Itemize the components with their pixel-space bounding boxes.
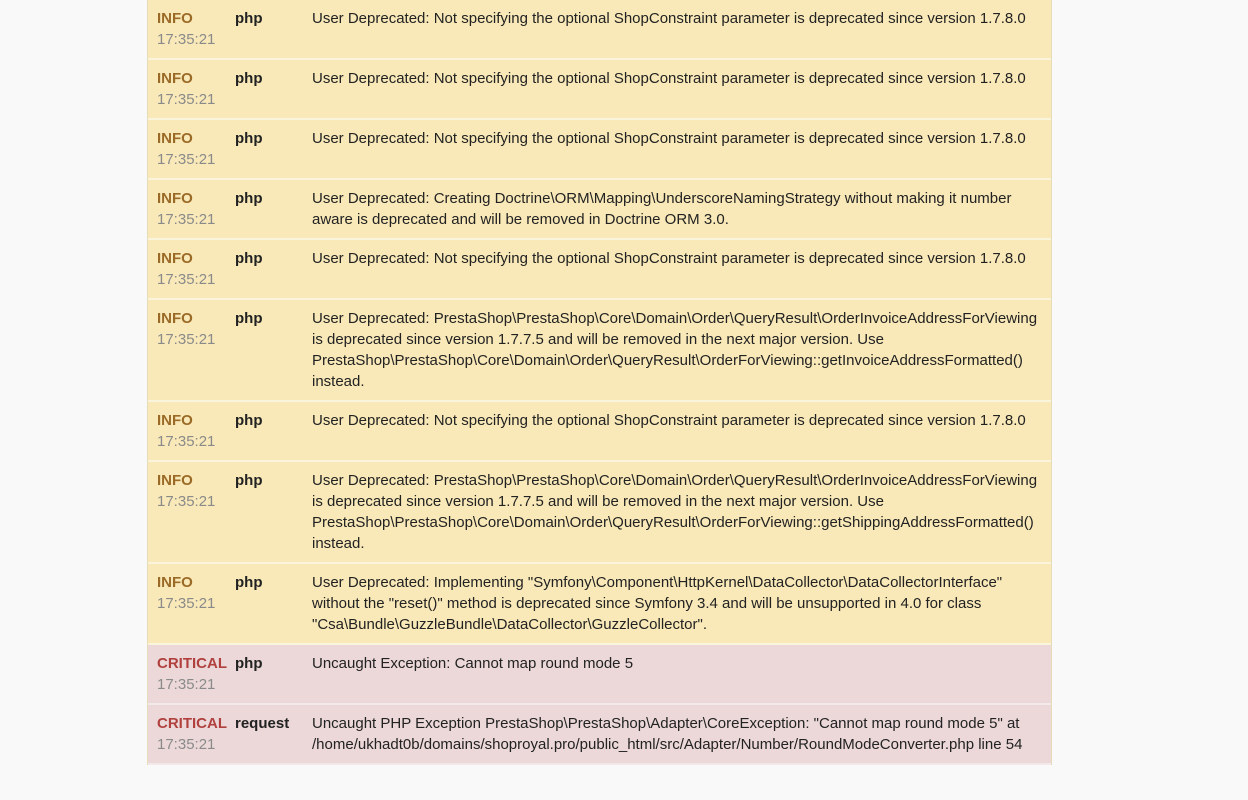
- log-channel: php: [235, 655, 263, 672]
- log-row: [148, 60, 1051, 120]
- log-level-cell: [148, 308, 235, 350]
- log-table: [147, 0, 1052, 765]
- log-message: Uncaught Exception: Cannot map round mode 5: [312, 655, 634, 672]
- log-level-cell: [148, 188, 235, 230]
- log-message: User Deprecated: Not specifying the optional ShopConstraint parameter is deprecated since version 1.7.8.0: [312, 10, 1026, 27]
- log-message: User Deprecated: Not specifying the optional ShopConstraint parameter is deprecated since version 1.7.8.0: [312, 250, 1026, 267]
- log-level-cell: [148, 8, 235, 50]
- log-row: [148, 0, 1051, 60]
- log-level: INFO: [157, 574, 193, 591]
- log-level-cell: [148, 572, 235, 614]
- log-row: [148, 705, 1051, 765]
- log-level: INFO: [157, 10, 193, 27]
- log-message: Uncaught PHP Exception PrestaShop\PrestaShop\Adapter\CoreException: "Cannot map round mode 5" at /home/ukhadt0b/domains/shoproyal.pro/public_html/src/Adapter/Number/RoundModeConverter.php line 54: [312, 715, 1023, 753]
- log-level-cell: [148, 410, 235, 452]
- log-channel: php: [235, 190, 263, 207]
- log-row: [148, 645, 1051, 705]
- log-channel: php: [235, 472, 263, 489]
- log-channel: php: [235, 310, 263, 327]
- log-time: 17:35:21: [157, 595, 216, 612]
- log-row: [148, 180, 1051, 240]
- log-row: [148, 462, 1051, 564]
- log-message: User Deprecated: Implementing "Symfony\Component\HttpKernel\DataCollector\DataCollectorInterface" without the "reset()" method is deprecated since Symfony 3.4 and will be unsupported in 4.0 for class "Csa\Bundle\GuzzleBundle\DataCollector\GuzzleCollector".: [312, 574, 1003, 633]
- log-row: [148, 564, 1051, 645]
- log-channel: php: [235, 70, 263, 87]
- log-level-cell: [148, 128, 235, 170]
- log-message: User Deprecated: PrestaShop\PrestaShop\Core\Domain\Order\QueryResult\OrderInvoiceAddressForViewing is deprecated since version 1.7.7.5 and will be removed in the next major version. Use PrestaShop\PrestaShop\Core\Domain\Order\QueryResult\OrderForViewing::getShippingAddressFormatted() instead.: [312, 472, 1038, 552]
- log-time: 17:35:21: [157, 271, 216, 288]
- log-level: INFO: [157, 412, 193, 429]
- log-level-cell: [148, 713, 235, 755]
- log-channel: php: [235, 412, 263, 429]
- log-time: 17:35:21: [157, 211, 216, 228]
- log-time: 17:35:21: [157, 433, 216, 450]
- log-level-cell: [148, 248, 235, 290]
- log-level: CRITICAL: [157, 655, 227, 672]
- log-level-cell: [148, 653, 235, 695]
- log-row: [148, 300, 1051, 402]
- log-time: 17:35:21: [157, 676, 216, 693]
- log-level: INFO: [157, 472, 193, 489]
- log-level: INFO: [157, 310, 193, 327]
- log-channel: php: [235, 10, 263, 27]
- log-time: 17:35:21: [157, 151, 216, 168]
- log-level: INFO: [157, 130, 193, 147]
- log-time: 17:35:21: [157, 91, 216, 108]
- log-level-cell: [148, 470, 235, 512]
- log-channel: php: [235, 130, 263, 147]
- log-level-cell: [148, 68, 235, 110]
- log-time: 17:35:21: [157, 736, 216, 753]
- log-row: [148, 120, 1051, 180]
- log-message: User Deprecated: Not specifying the optional ShopConstraint parameter is deprecated since version 1.7.8.0: [312, 412, 1026, 429]
- log-message: User Deprecated: Not specifying the optional ShopConstraint parameter is deprecated since version 1.7.8.0: [312, 70, 1026, 87]
- log-channel: php: [235, 574, 263, 591]
- log-time: 17:35:21: [157, 31, 216, 48]
- log-message: User Deprecated: Creating Doctrine\ORM\Mapping\UnderscoreNamingStrategy without making it number aware is deprecated and will be removed in Doctrine ORM 3.0.: [312, 190, 1012, 228]
- log-channel: php: [235, 250, 263, 267]
- log-row: [148, 402, 1051, 462]
- log-level: INFO: [157, 250, 193, 267]
- log-level: INFO: [157, 190, 193, 207]
- log-time: 17:35:21: [157, 331, 216, 348]
- log-row: [148, 240, 1051, 300]
- log-channel: request: [235, 715, 290, 732]
- log-time: 17:35:21: [157, 493, 216, 510]
- log-message: User Deprecated: PrestaShop\PrestaShop\Core\Domain\Order\QueryResult\OrderInvoiceAddressForViewing is deprecated since version 1.7.7.5 and will be removed in the next major version. Use PrestaShop\PrestaShop\Core\Domain\Order\QueryResult\OrderForViewing::getInvoiceAddressFormatted() instead.: [312, 310, 1038, 390]
- log-message: User Deprecated: Not specifying the optional ShopConstraint parameter is deprecated since version 1.7.8.0: [312, 130, 1026, 147]
- log-level: CRITICAL: [157, 715, 227, 732]
- log-level: INFO: [157, 70, 193, 87]
